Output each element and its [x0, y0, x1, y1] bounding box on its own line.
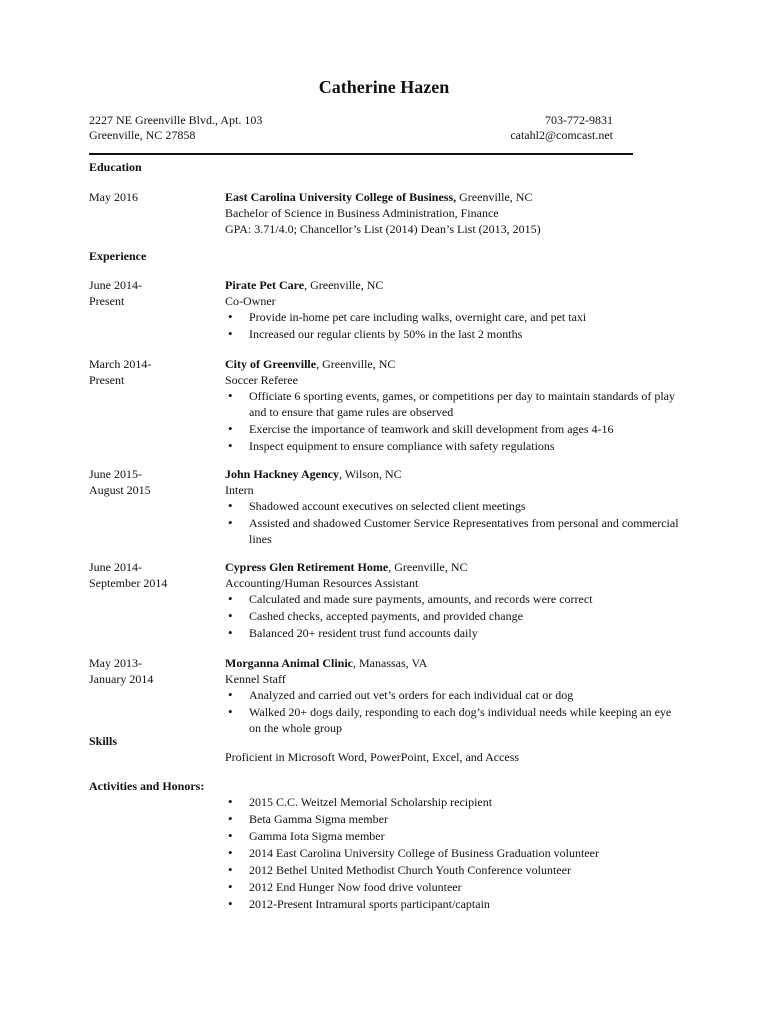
- experience-end-date: August 2015: [89, 483, 151, 497]
- experience-org: City of Greenville: [225, 357, 317, 371]
- experience-location: , Greenville, NC: [304, 278, 384, 292]
- experience-title: Intern: [225, 483, 254, 497]
- experience-dates: [89, 466, 219, 498]
- experience-bullets: [225, 498, 685, 547]
- experience-bullet: • Inspect equipment to ensure compliance with safety regulations: [225, 438, 685, 454]
- experience-bullet: • Cashed checks, accepted payments, and provided change: [225, 608, 685, 624]
- experience-heading: Experience: [89, 249, 147, 263]
- activity-item: • 2012 Bethel United Methodist Church Youth Conference volunteer: [225, 862, 675, 878]
- experience-bullet: • Increased our regular clients by 50% in the last 2 months: [225, 326, 685, 342]
- education-date: [89, 189, 219, 205]
- experience-bullets: [225, 388, 685, 454]
- activities-heading: Activities and Honors:: [89, 779, 205, 793]
- experience-start-date: June 2014-: [89, 560, 142, 574]
- experience-dates: [89, 356, 219, 388]
- experience-detail: [225, 277, 685, 343]
- experience-org-line: [225, 655, 685, 671]
- experience-bullet: • Officiate 6 sporting events, games, or competitions per day to maintain standards of play and to ensure that game rules are observed: [225, 388, 685, 420]
- experience-bullets: [225, 591, 685, 641]
- experience-bullets: [225, 687, 685, 736]
- experience-location: , Greenville, NC: [388, 560, 468, 574]
- experience-org: Morganna Animal Clinic: [225, 656, 354, 670]
- experience-start-date: June 2014-: [89, 278, 142, 292]
- experience-end-date: September 2014: [89, 576, 168, 590]
- contact-row-1: [89, 113, 613, 128]
- experience-org-line: [225, 559, 685, 575]
- experience-bullet: • Exercise the importance of teamwork and skill development from ages 4-16: [225, 421, 685, 437]
- activities-list-block: [225, 794, 675, 913]
- experience-bullet: • Provide in-home pet care including walks, overnight care, and pet taxi: [225, 309, 685, 325]
- experience-org-line: [225, 466, 685, 482]
- activity-item: • Beta Gamma Sigma member: [225, 811, 675, 827]
- experience-end-date: January 2014: [89, 672, 154, 686]
- experience-bullet: • Assisted and shadowed Customer Service Representatives from personal and commercial lines: [225, 515, 685, 547]
- experience-title: Accounting/Human Resources Assistant: [225, 576, 419, 590]
- activity-item: • Gamma Iota Sigma member: [225, 828, 675, 844]
- candidate-name: Catherine Hazen: [318, 77, 450, 97]
- email-address: catahl2@comcast.net: [510, 128, 613, 142]
- address-line-2: Greenville, NC 27858: [89, 128, 196, 142]
- education-heading: Education: [89, 160, 142, 174]
- skills-heading: Skills: [89, 734, 118, 748]
- experience-org: John Hackney Agency: [225, 467, 340, 481]
- experience-bullet: • Calculated and made sure payments, amounts, and records were correct: [225, 591, 685, 607]
- experience-end-date: Present: [89, 373, 125, 387]
- education-location: Greenville, NC: [456, 190, 533, 204]
- experience-detail: [225, 356, 685, 455]
- experience-org: Pirate Pet Care: [225, 278, 305, 292]
- activity-item: • 2012-Present Intramural sports participant/captain: [225, 896, 675, 912]
- address-line-1: 2227 NE Greenville Blvd., Apt. 103: [89, 113, 263, 127]
- experience-bullets: [225, 309, 685, 342]
- education-degree: Bachelor of Science in Business Administration, Finance: [225, 206, 499, 220]
- experience-detail: [225, 559, 685, 642]
- skills-text: Proficient in Microsoft Word, PowerPoint, Excel, and Access: [225, 750, 520, 764]
- education-gpa: GPA: 3.71/4.0; Chancellor’s List (2014) Dean’s List (2013, 2015): [225, 222, 541, 236]
- contact-block: [89, 113, 613, 143]
- experience-dates: [89, 277, 219, 309]
- experience-title: Soccer Referee: [225, 373, 298, 387]
- phone-number: 703-772-9831: [545, 113, 613, 127]
- experience-org: Cypress Glen Retirement Home: [225, 560, 389, 574]
- experience-location: , Manassas, VA: [353, 656, 428, 670]
- education-school-line: [225, 189, 685, 205]
- experience-start-date: May 2013-: [89, 656, 142, 670]
- education-date-text: May 2016: [89, 190, 138, 204]
- experience-bullet: • Shadowed account executives on selected client meetings: [225, 498, 685, 514]
- activity-item: • 2012 End Hunger Now food drive volunteer: [225, 879, 675, 895]
- experience-title: Kennel Staff: [225, 672, 286, 686]
- experience-start-date: March 2014-: [89, 357, 152, 371]
- experience-detail: [225, 655, 685, 737]
- experience-title: Co-Owner: [225, 294, 276, 308]
- education-detail: [225, 189, 685, 237]
- experience-location: , Greenville, NC: [316, 357, 396, 371]
- experience-bullet: • Balanced 20+ resident trust fund accounts daily: [225, 625, 685, 641]
- activity-item: • 2015 C.C. Weitzel Memorial Scholarship recipient: [225, 794, 675, 810]
- experience-dates: [89, 559, 219, 591]
- header-divider: [89, 153, 633, 155]
- experience-dates: [89, 655, 219, 687]
- experience-detail: [225, 466, 685, 548]
- experience-start-date: June 2015-: [89, 467, 142, 481]
- experience-org-line: [225, 277, 685, 293]
- activities-list: [225, 794, 675, 912]
- experience-bullet: • Analyzed and carried out vet’s orders for each individual cat or dog: [225, 687, 685, 703]
- experience-org-line: [225, 356, 685, 372]
- education-school: East Carolina University College of Business,: [225, 190, 457, 204]
- contact-row-2: [89, 128, 613, 143]
- experience-bullet: • Walked 20+ dogs daily, responding to each dog’s individual needs while keeping an eye on the whole group: [225, 704, 685, 736]
- experience-end-date: Present: [89, 294, 125, 308]
- activity-item: • 2014 East Carolina University College of Business Graduation volunteer: [225, 845, 675, 861]
- experience-location: , Wilson, NC: [339, 467, 402, 481]
